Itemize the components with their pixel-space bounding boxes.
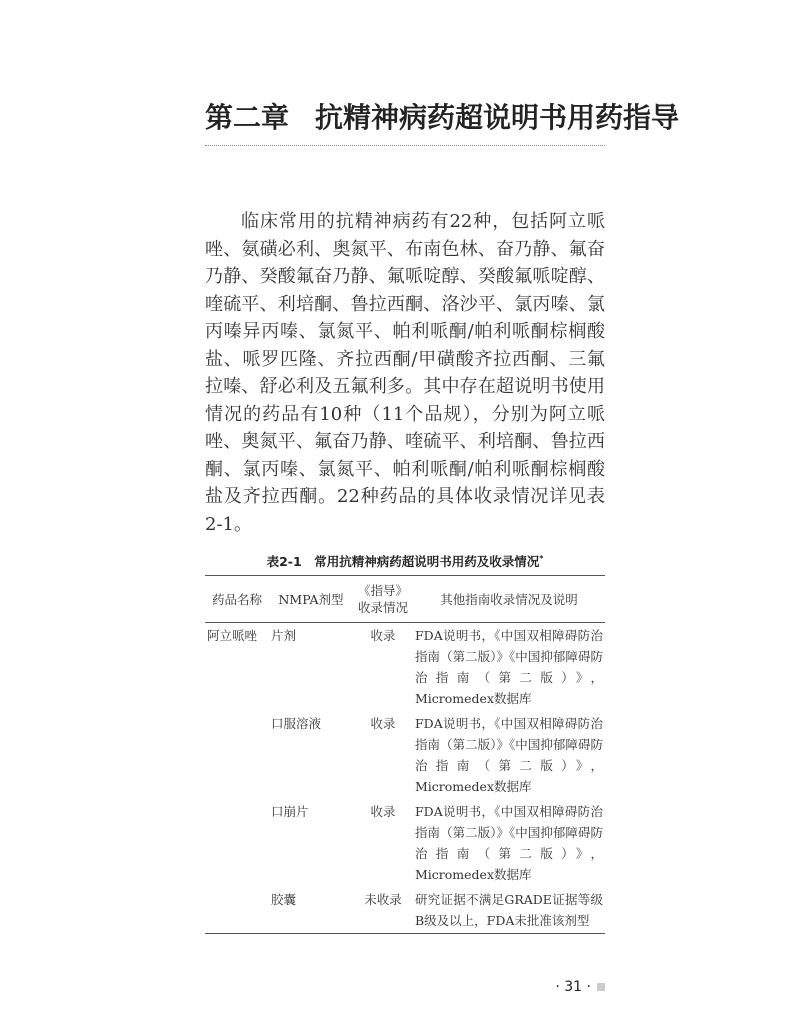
caption-footnote-mark: * (539, 554, 544, 563)
title-divider (205, 145, 605, 146)
cell-drug: 阿立哌唑 (207, 628, 258, 644)
cell-form: 口崩片 (271, 804, 309, 820)
cell-status: 收录 (370, 804, 396, 820)
header-form: NMPA剂型 (269, 576, 353, 623)
caption-text: 表2-1 常用抗精神病药超说明书用药及收录情况 (266, 554, 540, 570)
cell-note: FDA说明书，《中国双相障碍防治指南（第二版）》《中国抑郁障碍防治指南（第二版）》，Micromedex数据库 (415, 716, 603, 795)
header-drug: 药品名称 (205, 576, 269, 623)
cell-note: FDA说明书，《中国双相障碍防治指南（第二版）》《中国抑郁障碍防治指南（第二版）》，Micromedex数据库 (415, 628, 603, 707)
page-number: · 31 · (555, 979, 591, 996)
cell-form: 胶囊 (271, 892, 297, 908)
chapter-name: 抗精神病药超说明书用药指导 (315, 101, 680, 134)
drug-table (205, 575, 605, 934)
cell-drug (205, 799, 269, 887)
page-column (205, 0, 680, 1016)
table-header-row (205, 576, 605, 623)
cell-note: FDA说明书，《中国双相障碍防治指南（第二版）》《中国抑郁障碍防治指南（第二版）》，Micromedex数据库 (415, 804, 603, 883)
table-row (205, 799, 605, 887)
chapter-number: 第二章 (205, 101, 290, 134)
header-note: 其他指南收录情况及说明 (413, 576, 605, 623)
cell-status: 未收录 (364, 892, 402, 908)
cell-form: 口服溶液 (271, 716, 322, 732)
cell-form: 片剂 (271, 628, 297, 644)
chapter-title (205, 100, 680, 136)
cell-note: 研究证据不满足GRADE证据等级B级及以上，FDA未批准该剂型 (415, 892, 603, 929)
cell-status: 收录 (370, 628, 396, 644)
page-footer (205, 978, 605, 1016)
header-status: 《指导》收录情况 (353, 576, 413, 623)
table-row (205, 623, 605, 712)
cell-drug (205, 887, 269, 934)
cell-drug (205, 711, 269, 799)
table-row (205, 887, 605, 934)
table-caption (205, 550, 605, 571)
body-paragraph: 临床常用的抗精神病药有22种，包括阿立哌唑、氨磺必利、奥氮平、布南色林、奋乃静、氟奋乃静、癸酸氟奋乃静、氟哌啶醇、癸酸氟哌啶醇、喹硫平、利培酮、鲁拉西酮、洛沙平、氯丙嗪、氯丙嗪异丙嗪、氯氮平、帕利哌酮/帕利哌酮棕榈酸盐、哌罗匹隆、齐拉西酮/甲磺酸齐拉西酮、三氟拉嗪、舒必利及五氟利多。其中存在超说明书使用情况的药品有10种（11个品规），分别为阿立哌唑、奥氮平、氟奋乃静、喹硫平、利培酮、鲁拉西酮、氯丙嗪、氯氮平、帕利哌酮/帕利哌酮棕榈酸盐及齐拉西酮。22种药品的具体收录情况详见表2-1。 (205, 211, 605, 535)
cell-status: 收录 (370, 716, 396, 732)
table-row (205, 711, 605, 799)
page-marker-square (597, 983, 605, 991)
